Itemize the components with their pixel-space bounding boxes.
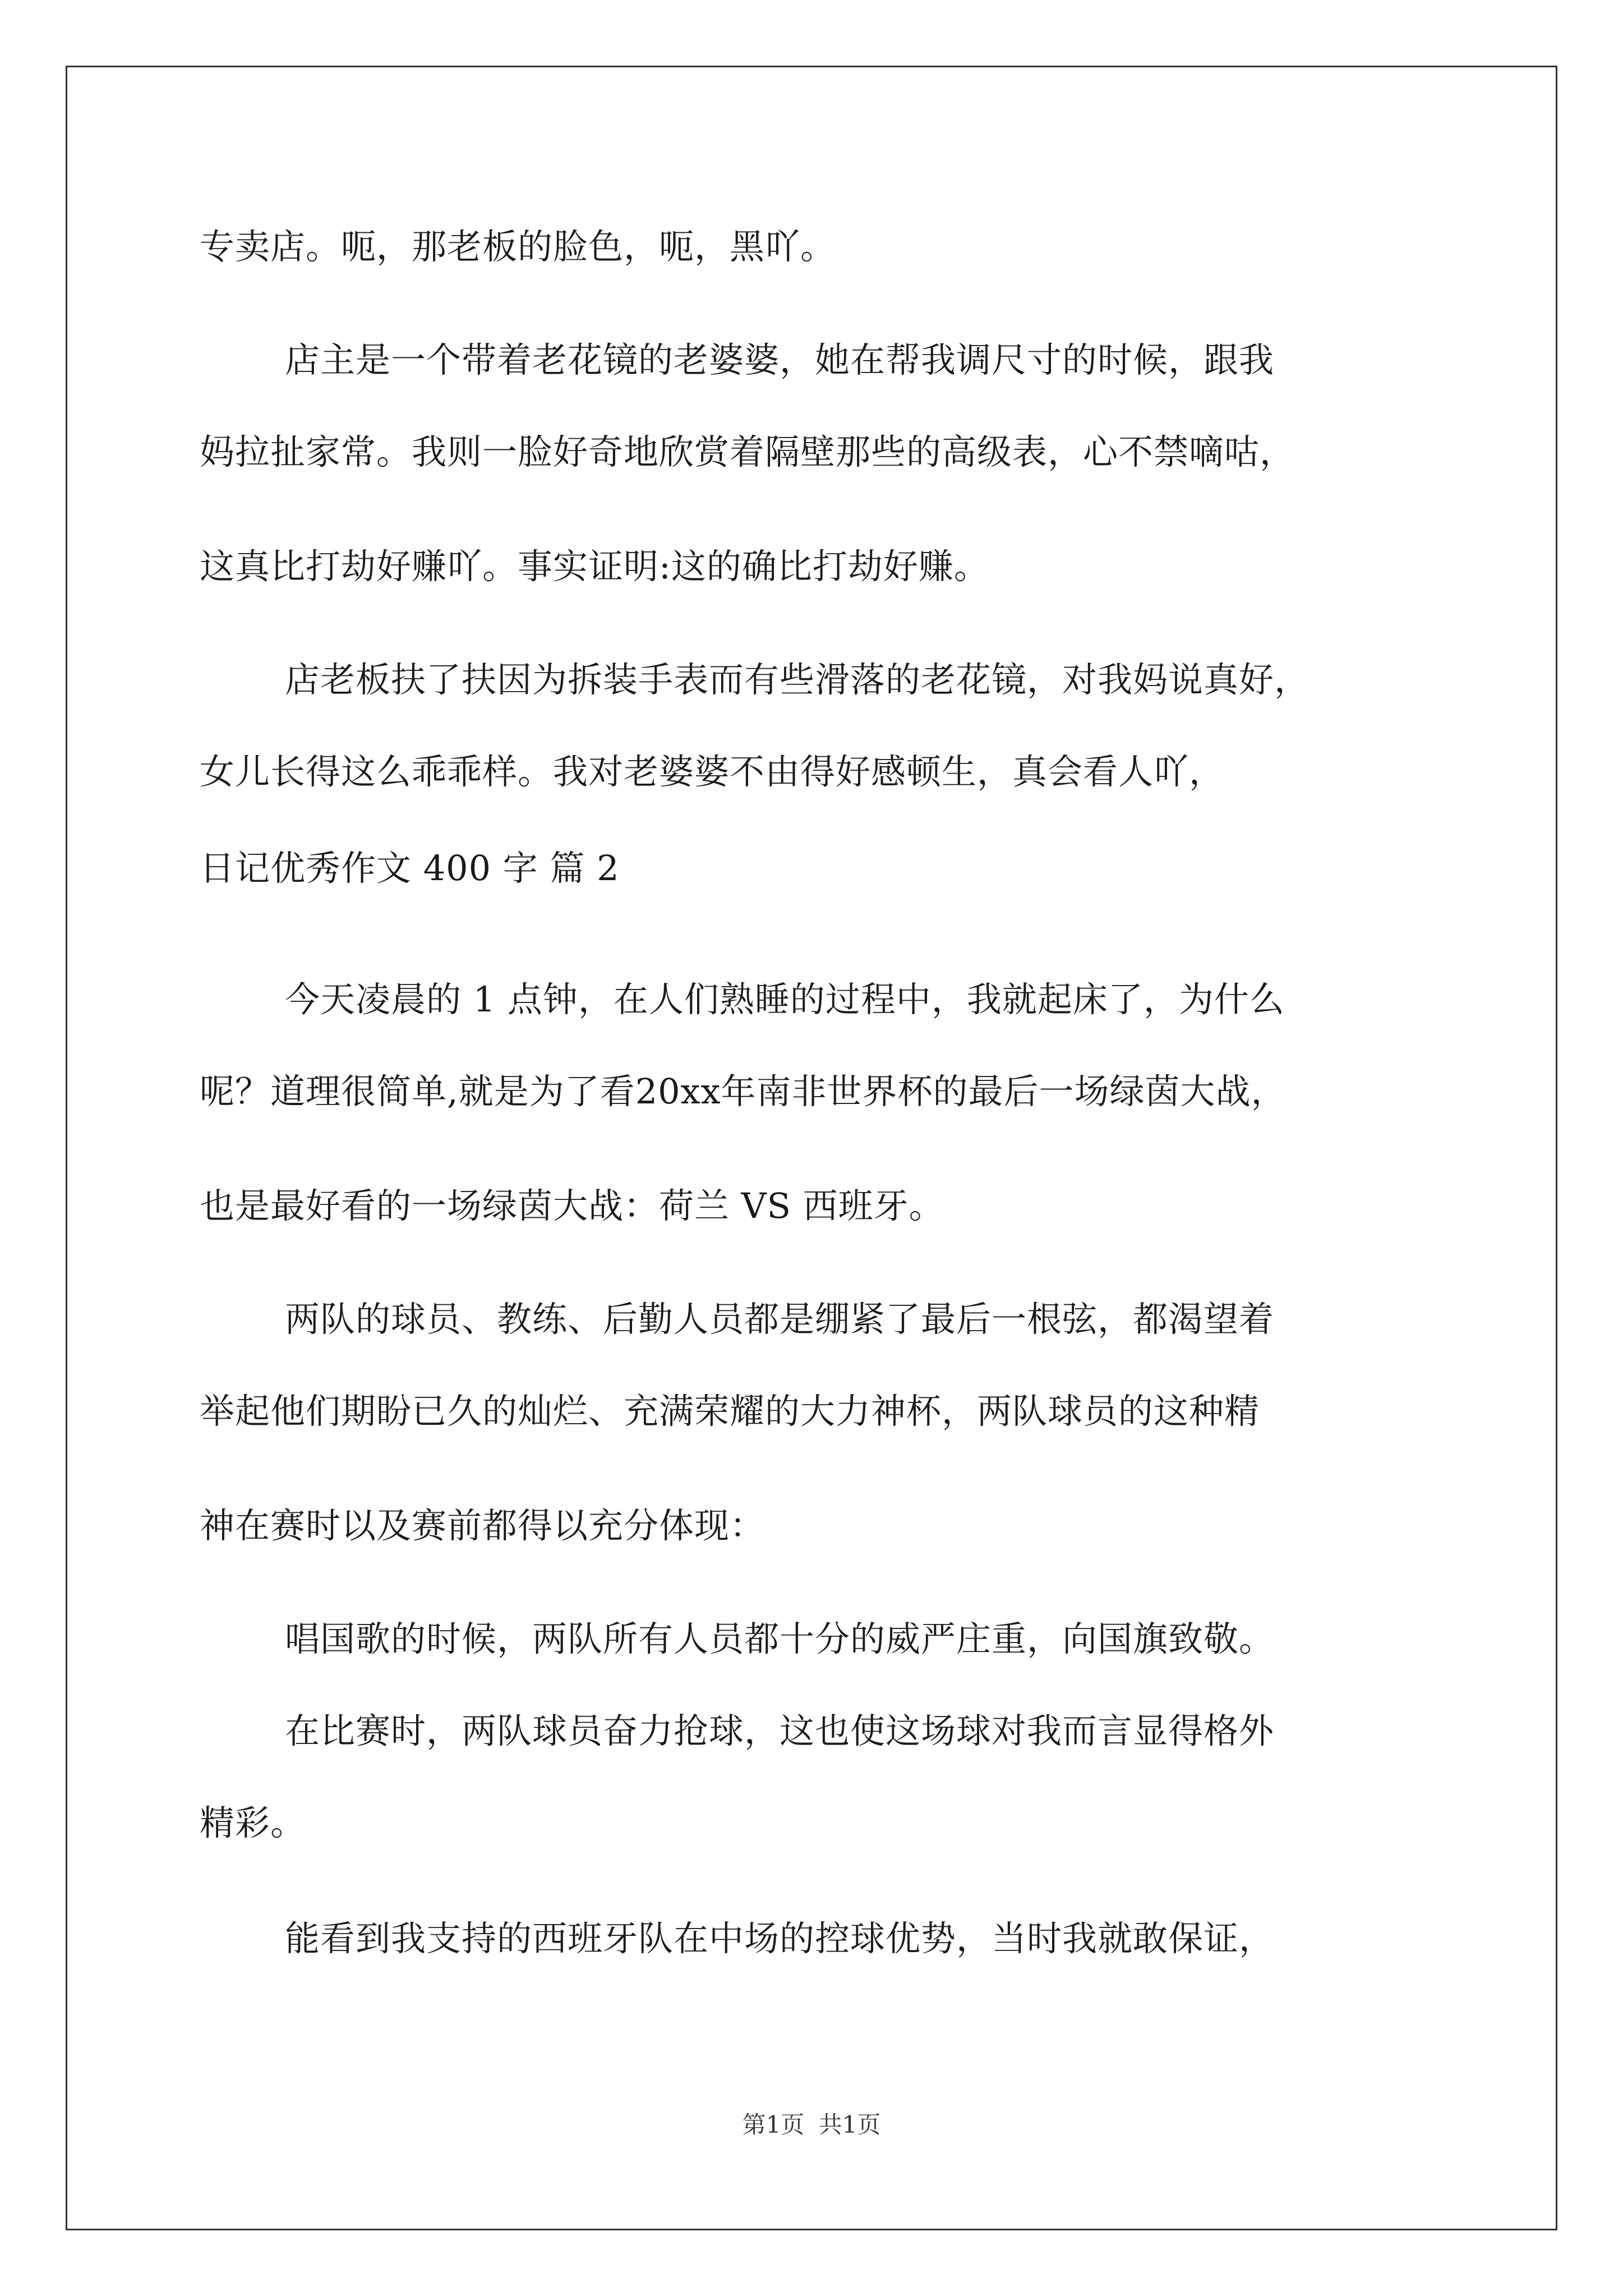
page-border [66,66,1557,2230]
text-line: 也是最好看的一场绿茵大战：荷兰 VS 西班牙。 [200,1185,944,1226]
text-line: 举起他们期盼已久的灿烂、充满荣耀的大力神杯，两队球员的这种精 [200,1391,1260,1432]
text-line: 能看到我支持的西班牙队在中场的控球优势，当时我就敢保证， [285,1918,1275,1959]
text-line: 两队的球员、教练、后勤人员都是绷紧了最后一根弦，都渴望着 [285,1299,1275,1340]
text-line: 唱国歌的时候，两队所有人员都十分的威严庄重，向国旗致敬。 [285,1618,1275,1659]
text-line: 店主是一个带着老花镜的老婆婆，她在帮我调尺寸的时候，跟我 [285,339,1275,380]
text-line: 店老板扶了扶因为拆装手表而有些滑落的老花镜，对我妈说真好， [285,659,1310,700]
text-line: 今天凌晨的 1 点钟，在人们熟睡的过程中，我就起床了，为什么 [285,979,1285,1020]
text-line: 在比赛时，两队球员奋力抢球，这也使这场球对我而言显得格外 [285,1710,1275,1751]
page-total: 共1页 [818,2111,881,2138]
text-line: 专卖店。呃，那老板的脸色，呃，黑吖。 [200,226,836,267]
text-line: 精彩。 [200,1802,306,1843]
text-line: 女儿长得这么乖乖样。我对老婆婆不由得好感顿生，真会看人吖， [200,751,1225,792]
text-line: 妈拉扯家常。我则一脸好奇地欣赏着隔壁那些的高级表，心不禁嘀咕， [200,431,1295,472]
page-footer [0,2109,1623,2141]
text-line: 神在赛时以及赛前都得以充分体现： [200,1505,766,1546]
page-number: 第1页 [742,2111,805,2138]
section-heading: 日记优秀作文 400 字 篇 2 [200,848,620,889]
text-line: 呢？道理很简单,就是为了看20xx年南非世界杯的最后一场绿茵大战， [200,1071,1287,1112]
text-line: 这真比打劫好赚吖。事实证明:这的确比打劫好赚。 [200,546,989,587]
